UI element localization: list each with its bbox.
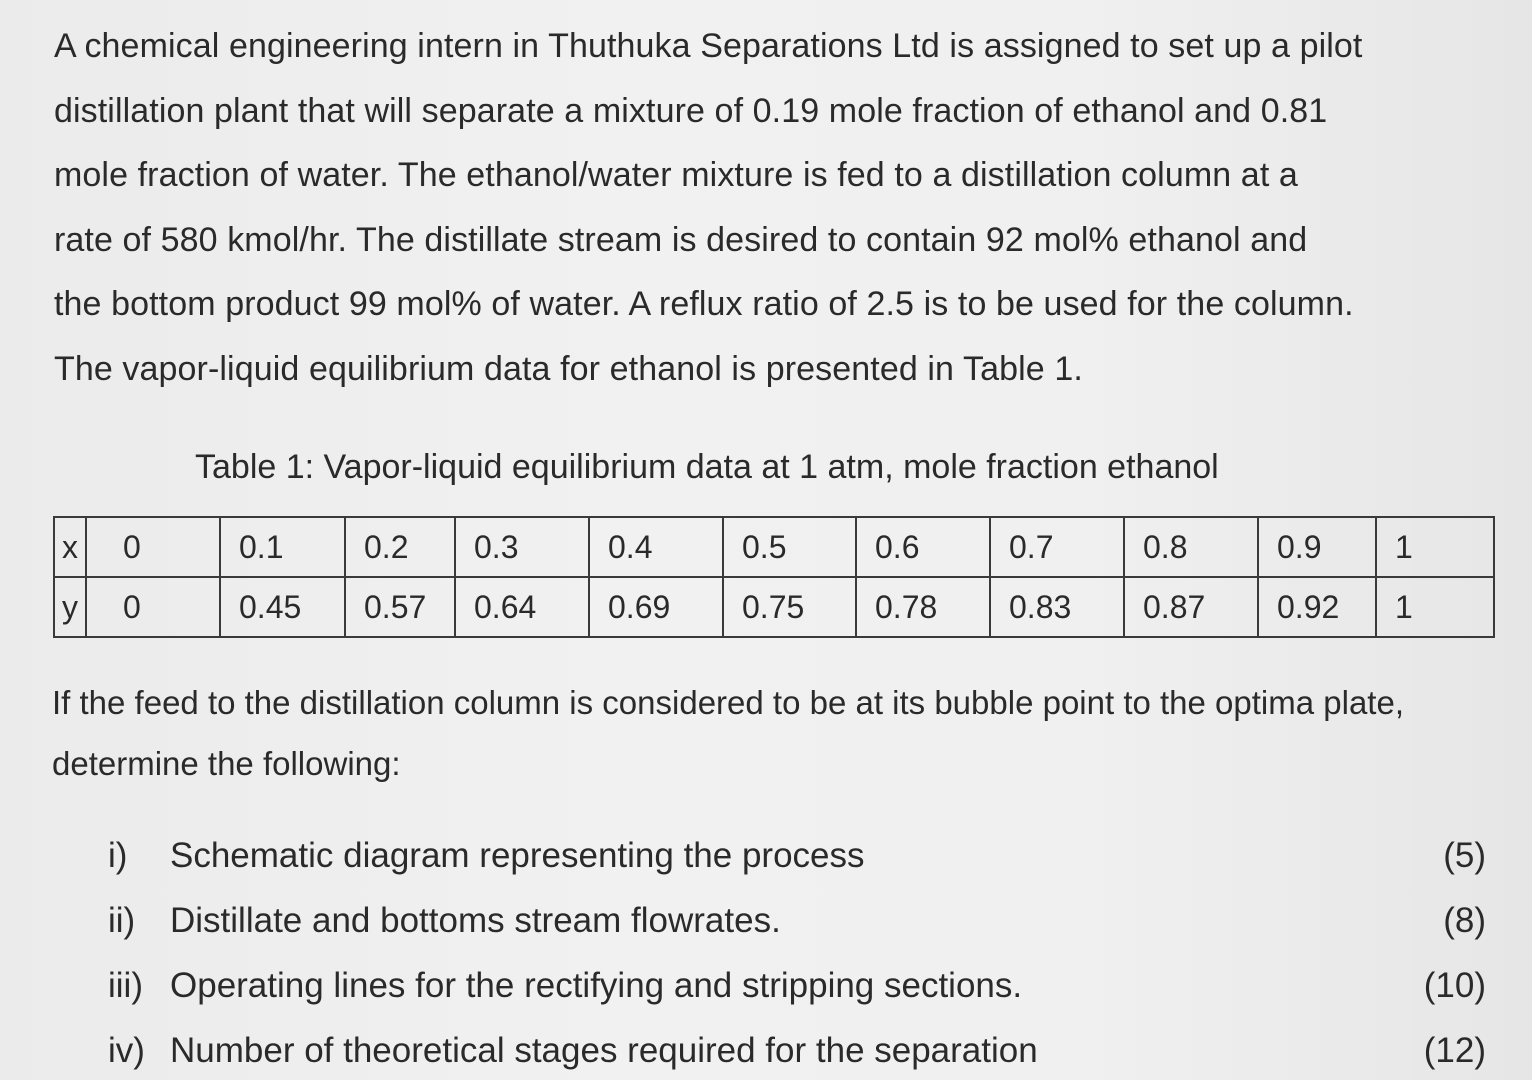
table-cell: 0	[86, 577, 220, 637]
table-cell: 1	[1376, 577, 1494, 637]
table-cell: 0	[86, 517, 220, 577]
question-item	[108, 953, 1494, 1018]
table-cell: 1	[1376, 517, 1494, 577]
table-cell: 0.83	[990, 577, 1124, 637]
table-cell: 0.9	[1258, 517, 1376, 577]
table-cell: 0.69	[589, 577, 723, 637]
question-number: i)	[108, 836, 128, 875]
problem-line: rate of 580 kmol/hr. The distillate stream is desired to contain 92 mol% ethanol and	[54, 220, 1308, 259]
question-text: Schematic diagram representing the process	[170, 836, 865, 875]
question-number: iv)	[108, 1031, 145, 1070]
table-cell: 0.92	[1258, 577, 1376, 637]
table-cell: 0.8	[1124, 517, 1258, 577]
table-row-x	[54, 517, 1494, 577]
table-cell: 0.4	[589, 517, 723, 577]
problem-line: mole fraction of water. The ethanol/water mixture is fed to a distillation column at a	[54, 156, 1298, 194]
table-cell: 0.78	[856, 577, 990, 637]
question-marks: (10)	[1423, 966, 1486, 1005]
table-cell: 0.7	[990, 517, 1124, 577]
table-cell: 0.87	[1124, 577, 1258, 637]
problem-line: the bottom product 99 mol% of water. A reflux ratio of 2.5 is to be used for the column.	[54, 285, 1354, 323]
question-marks: (12)	[1423, 1031, 1486, 1070]
problem-line: distillation plant that will separate a mixture of 0.19 mole fraction of ethanol and 0.81	[54, 91, 1328, 130]
table-caption: Table 1: Vapor-liquid equilibrium data at 1 atm, mole fraction ethanol	[195, 448, 1219, 486]
row-label: x	[54, 517, 86, 577]
table-cell: 0.75	[723, 577, 856, 637]
question-text: Operating lines for the rectifying and stripping sections.	[170, 966, 1023, 1005]
table-cell: 0.64	[455, 577, 589, 637]
table-cell: 0.1	[220, 517, 345, 577]
table-cell: 0.6	[856, 517, 990, 577]
problem-line: The vapor-liquid equilibrium data for ethanol is presented in Table 1.	[54, 349, 1083, 388]
prompt-line: determine the following:	[52, 745, 401, 782]
problem-line: A chemical engineering intern in Thuthuka Separations Ltd is assigned to set up a pilot	[54, 27, 1363, 65]
question-text: Distillate and bottoms stream flowrates.	[170, 901, 781, 940]
question-item	[108, 823, 1494, 888]
prompt-line: If the feed to the distillation column is considered to be at its bubble point to the optima plate,	[52, 684, 1405, 721]
table-cell: 0.3	[455, 517, 589, 577]
question-marks: (8)	[1443, 901, 1486, 940]
question-number: ii)	[108, 901, 136, 940]
question-prompt	[52, 672, 1512, 794]
table-cell: 0.57	[345, 577, 455, 637]
question-list	[108, 823, 1494, 1080]
vle-table	[53, 516, 1495, 638]
table-cell: 0.45	[220, 577, 345, 637]
problem-statement	[54, 14, 1494, 401]
question-marks: (5)	[1443, 836, 1486, 875]
row-label: y	[54, 577, 86, 637]
table-row-y	[54, 577, 1494, 637]
question-item	[108, 1018, 1494, 1080]
question-item	[108, 888, 1494, 953]
table-cell: 0.5	[723, 517, 856, 577]
table-cell: 0.2	[345, 517, 455, 577]
question-number: iii)	[108, 966, 143, 1005]
question-text: Number of theoretical stages required for the separation	[170, 1031, 1038, 1070]
